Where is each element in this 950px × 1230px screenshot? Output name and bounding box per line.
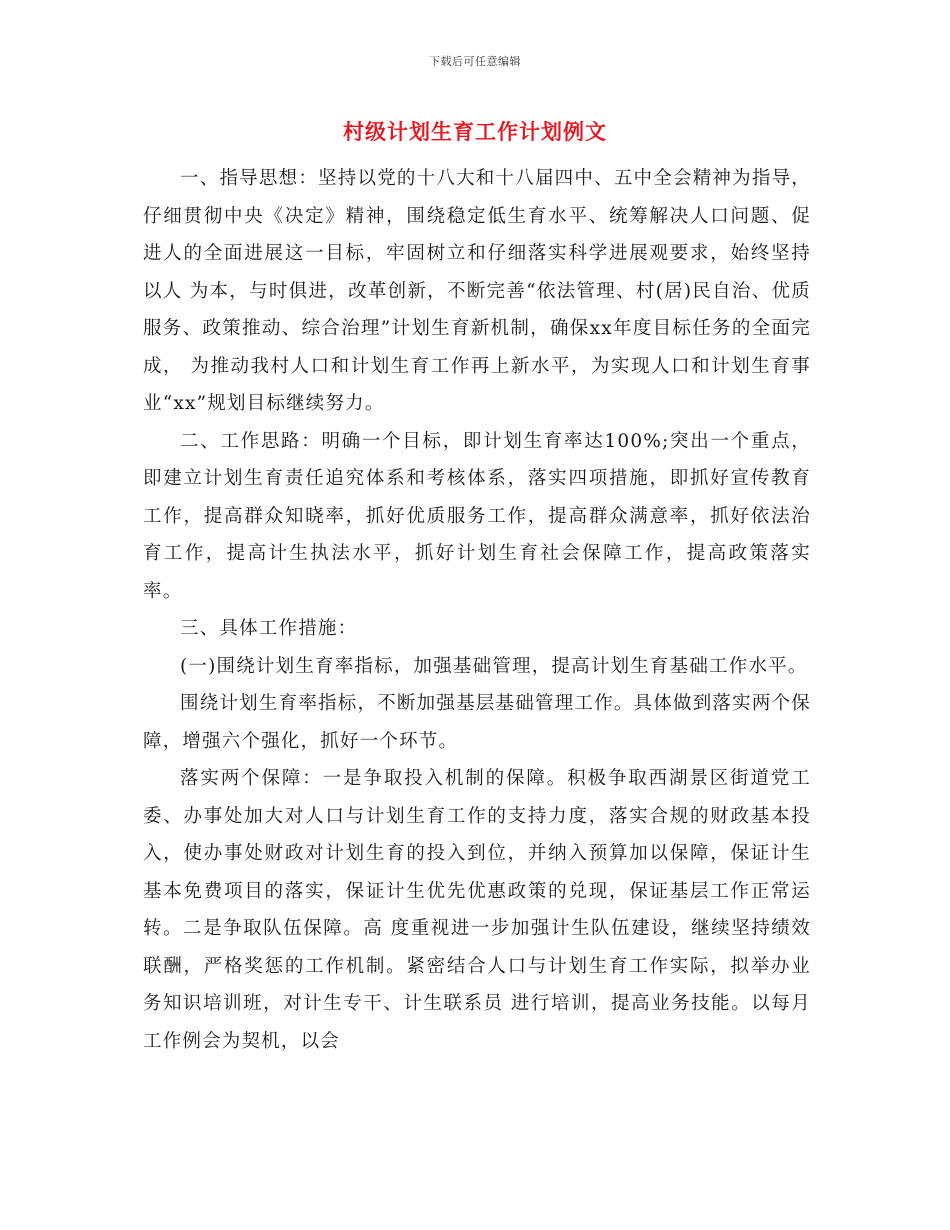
paragraph-two-guarantees: 落实两个保障：一是争取投入机制的保障。积极争取西湖景区街道党工委、办事处加大对人口与计划生育工作的支持力度，落实合规的财政基本投入，使办事处财政对计划生育的投入到位，并纳入预算加以保障，保证计生基本免费项目的落实，保证计生优先优惠政策的兑现，保证基层工作正常运转。二是争取队伍保障。高 度重视进一步加强计生队伍建设，继续坚持绩效联酬，严格奖惩的工作机制。紧密结合人口与计划生育工作实际，拟举办业务知识培训班，对计生专干、计生联系员 进行培训，提高业务技能。以每月工作例会为契机，以会 bbox=[143, 768, 811, 1052]
paragraph-guiding-thought: 一、指导思想：坚持以党的十八大和十八届四中、五中全会精神为指导，仔细贯彻中央《决定》精神，围绕稳定低生育水平、统筹解决人口问题、促进人的全面进展这一目标，牢固树立和仔细落实科学进展观要求，始终坚持以人 为本，与时俱进，改革创新，不断完善“依法管理、村(居)民自治、优质服务、政策推动、综合治理”计划生育新机制，确保xx年度目标任务的全面完成， 为推动我村人口和计划生育工作再上新水平，为实现人口和计划生育事业“xx”规划目标继续努力。 bbox=[143, 168, 811, 414]
paragraph-measures-heading: 三、具体工作措施： bbox=[180, 618, 358, 639]
paragraph-measure-one-heading: (一)围绕计划生育率指标，加强基础管理，提高计划生育基础工作水平。 bbox=[180, 655, 808, 677]
document-body bbox=[143, 160, 811, 1060]
paragraph-measure-one-summary: 围绕计划生育率指标，不断加强基层基础管理工作。具体做到落实两个保障，增强六个强化，抓好一个环节。 bbox=[143, 693, 811, 752]
document-title: 村级计划生育工作计划例文 bbox=[343, 119, 607, 144]
page-header-note: 下载后可任意编辑 bbox=[429, 55, 521, 68]
paragraph-work-approach: 二、工作思路：明确一个目标，即计划生育率达100%;突出一个重点，即建立计划生育责任追究体系和考核体系，落实四项措施，即抓好宣传教育工作，提高群众知晓率，抓好优质服务工作，提高群众满意率，抓好依法治育工作，提高计生执法水平，抓好计划生育社会保障工作，提高政策落实率。 bbox=[143, 430, 811, 602]
